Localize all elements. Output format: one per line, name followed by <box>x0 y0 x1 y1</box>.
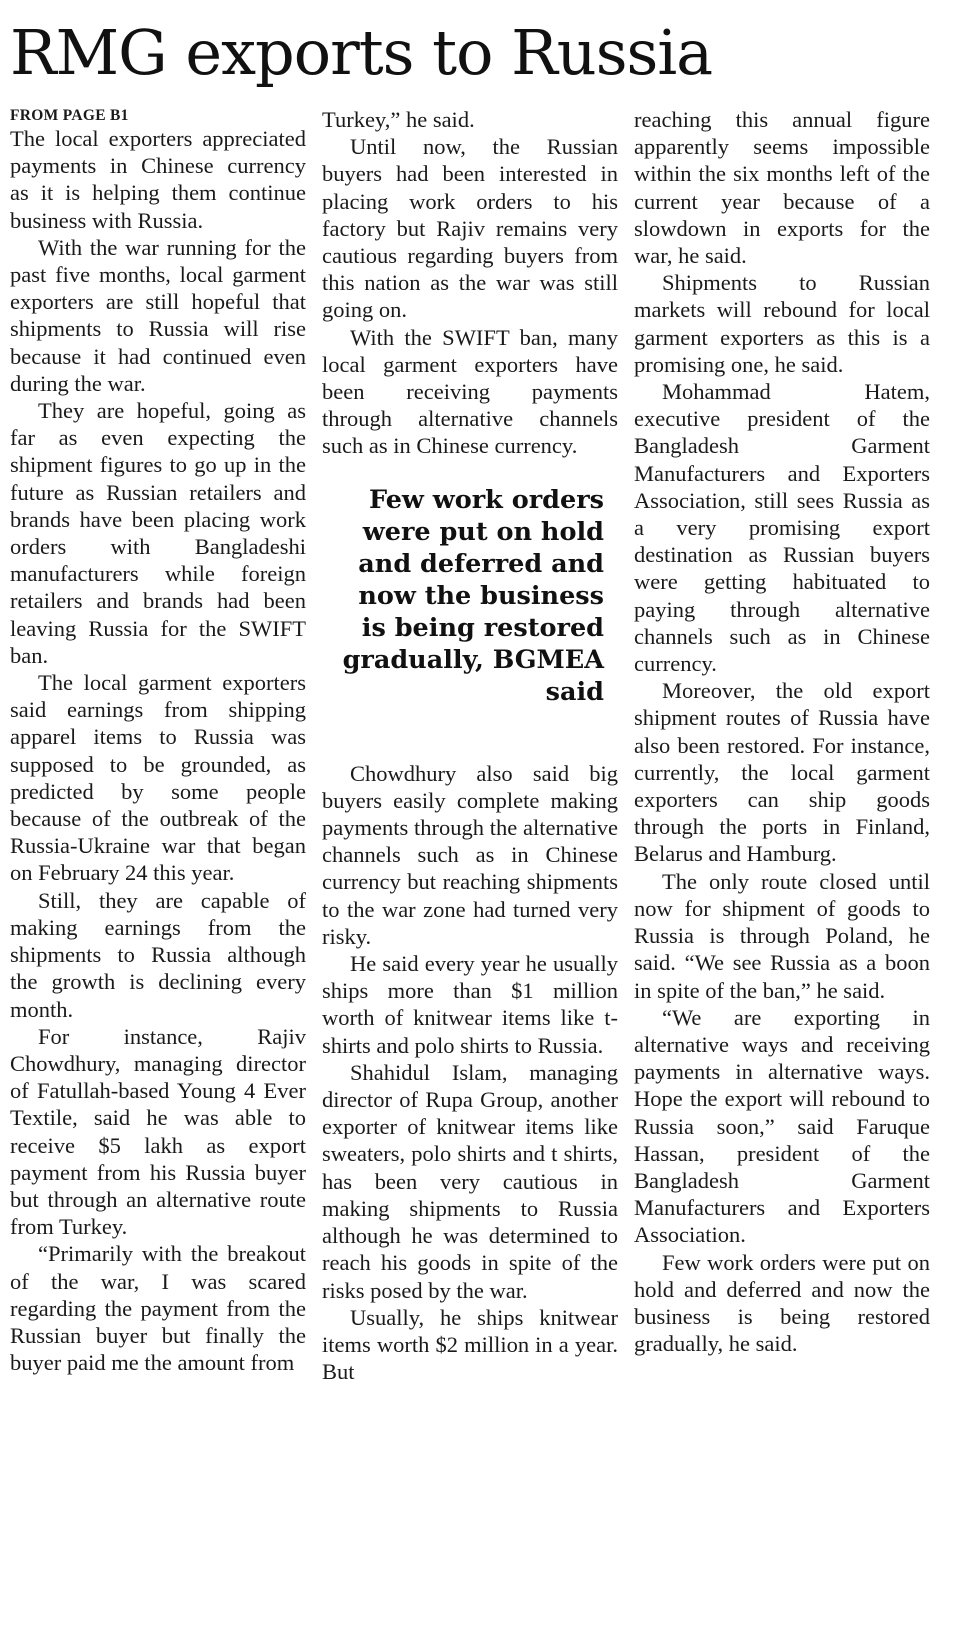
paragraph: Turkey,” he said. <box>322 107 475 132</box>
article-column-3 <box>634 106 930 1357</box>
paragraph: “Primarily with the breakout of the war, I was scared regarding the payment from the Russian buyer but finally the buyer paid me the amount from <box>10 1241 306 1376</box>
paragraph: Until now, the Russian buyers had been interested in placing work orders to his factory but Rajiv remains very cautious regarding buyers from this nation as the war was still going on. <box>322 134 618 323</box>
article-column-1 <box>10 106 306 1376</box>
paragraph: He said every year he usually ships more than $1 million worth of knitwear items like t-shirts and polo shirts to Russia. <box>322 951 618 1058</box>
headline: RMG exports to Russia <box>10 16 713 89</box>
paragraph: The local garment exporters said earnings from shipping apparel items to Russia was supposed to be grounded, as predicted by some people because of the outbreak of the Russia-Ukraine war that began on February 24 this year. <box>10 670 306 886</box>
article-column-2 <box>322 106 618 1385</box>
paragraph: Few work orders were put on hold and deferred and now the business is being restored gradually, he said. <box>634 1249 930 1357</box>
pullquote: Few work orders were put on hold and deferred and now the business is being restored gradually, BGMEA said <box>342 484 604 707</box>
paragraph: “We are exporting in alternative ways and receiving payments in alternative ways. Hope the export will rebound to Russia soon,” said Faruque Hassan, president of the Bangladesh Garment Manufacturers and Exporters Association. <box>634 1004 930 1248</box>
pullquote-container <box>322 484 618 760</box>
paragraph: The local exporters appreciated payments in Chinese currency as it is helping them continue business with Russia. <box>10 126 306 233</box>
paragraph: Chowdhury also said big buyers easily complete making payments through the alternative channels such as in Chinese currency but reaching shipments to the war zone had turned very risky. <box>322 760 618 949</box>
paragraph: Moreover, the old export shipment routes of Russia have also been restored. For instance, currently, the local garment exporters can ship goods through the ports in Finland, Belarus and Hamburg. <box>634 678 930 867</box>
paragraph: Shipments to Russian markets will rebound for local garment exporters as this is a promising one, he said. <box>634 270 930 377</box>
paragraph: With the SWIFT ban, many local garment exporters have been receiving payments through alternative channels such as in Chinese currency. <box>322 324 618 459</box>
paragraph: Shahidul Islam, managing director of Rupa Group, another exporter of knitwear items like sweaters, polo shirts and t shirts, has been very cautious in making shipments to Russia although he was determined to reach his goods in spite of the risks posed by the war. <box>322 1059 618 1303</box>
paragraph: The only route closed until now for shipment of goods to Russia is through Poland, he said. “We see Russia as a boon in spite of the ban,” he said. <box>634 868 930 1003</box>
paragraph: reaching this annual figure apparently seems impossible within the six months left of the current year because of a slowdown in exports for the war, he said. <box>634 107 930 269</box>
paragraph: For instance, Rajiv Chowdhury, managing director of Fatullah-based Young 4 Ever Textile, said he was able to receive $5 lakh as export payment from his Russia buyer but through an alternative route from Turkey. <box>10 1023 306 1240</box>
paragraph: With the war running for the past five months, local garment exporters are still hopeful that shipments to Russia will rise because it had continued even during the war. <box>10 234 306 396</box>
paragraph: They are hopeful, going as far as even expecting the shipment figures to go up in the future as Russian retailers and brands have been placing work orders with Bangladeshi manufacturers while foreign retailers and brands had been leaving Russia for the SWIFT ban. <box>10 398 306 668</box>
paragraph: Still, they are capable of making earnings from the shipments to Russia although the growth is declining every month. <box>10 887 306 1022</box>
paragraph: Mohammad Hatem, executive president of the Bangladesh Garment Manufacturers and Exporters Association, still sees Russia as a very promising export destination as Russian buyers were getting habituated to paying through alternative channels such as in Chinese currency. <box>634 379 930 677</box>
paragraph: Usually, he ships knitwear items worth $2 million in a year. But <box>322 1304 618 1385</box>
continued-from-label: FROM PAGE B1 <box>10 107 129 124</box>
